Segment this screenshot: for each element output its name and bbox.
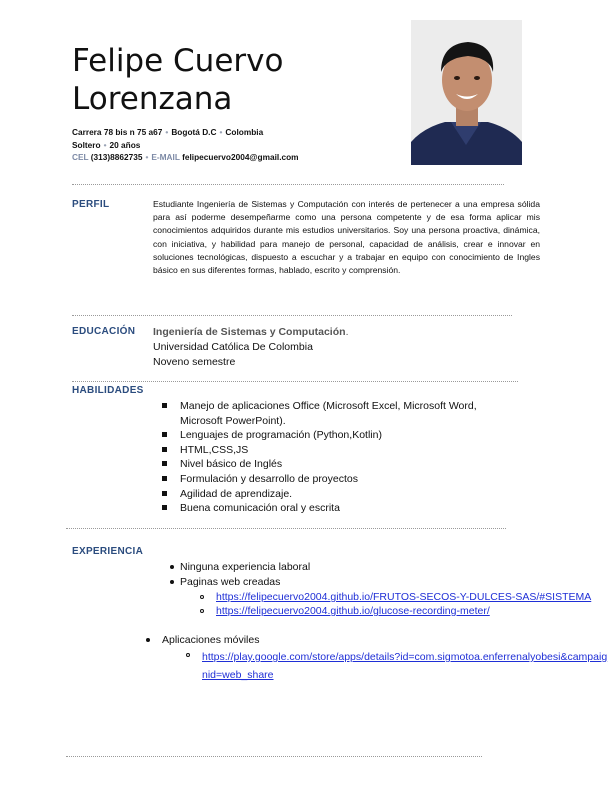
semester: Noveno semestre: [153, 356, 236, 368]
skill-text: Buena comunicación oral y escrita: [180, 502, 340, 515]
bullet-disc-icon: [170, 580, 174, 584]
link-row: [216, 604, 490, 619]
bullet-disc-icon: [170, 565, 174, 569]
phone-email-row: [72, 151, 299, 164]
degree-row: [153, 325, 348, 340]
list-item: [162, 457, 522, 472]
section-title-profile: PERFIL: [72, 199, 110, 210]
phone-number: (313)8862735: [90, 152, 143, 162]
separator-dot: •: [145, 152, 149, 162]
divider: [66, 756, 482, 757]
skill-text: Lenguajes de programación (Python,Kotlin): [180, 429, 382, 442]
experience-item: Aplicaciones móviles: [162, 634, 260, 646]
website-link-1[interactable]: https://felipecuervo2004.github.io/FRUTOS-SECOS-Y-DULCES-SAS/#SISTEMA: [216, 591, 592, 603]
university: Universidad Católica De Colombia: [153, 341, 313, 353]
name-line-2: Lorenzana: [72, 81, 233, 117]
country: Colombia: [225, 127, 264, 137]
section-title-experience: EXPERIENCIA: [72, 546, 144, 557]
square-bullet-icon: [162, 432, 167, 437]
divider: [72, 315, 512, 316]
contact-block: [72, 126, 299, 164]
skill-text: HTML,CSS,JS: [180, 443, 249, 456]
square-bullet-icon: [162, 447, 167, 452]
personal-row: [72, 139, 299, 152]
portrait-image: [411, 20, 522, 165]
list-item: [162, 501, 522, 516]
experience-item: Paginas web creadas: [180, 576, 281, 588]
marital-status: Soltero: [72, 139, 101, 150]
bullet-disc-icon: [146, 638, 150, 642]
email-label: E-MAIL: [151, 152, 180, 162]
degree-period: .: [345, 326, 349, 338]
app-store-link[interactable]: https://play.google.com/store/apps/details?id=com.sigmotoa.enferrenalyobesi&campaignid=web_share: [202, 651, 608, 681]
email-address[interactable]: felipecuervo2004@gmail.com: [182, 152, 299, 162]
name-line-1: Felipe Cuervo: [72, 43, 284, 79]
bullet-circle-icon: [186, 653, 190, 657]
list-item: [162, 487, 522, 502]
divider: [72, 381, 518, 382]
square-bullet-icon: [162, 461, 167, 466]
square-bullet-icon: [162, 476, 167, 481]
skill-text: Manejo de aplicaciones Office (Microsoft Excel, Microsoft Word, Microsoft PowerPoint).: [180, 400, 477, 427]
square-bullet-icon: [162, 491, 167, 496]
divider: [66, 528, 506, 529]
link-row: [202, 647, 612, 683]
experience-item: Ninguna experiencia laboral: [180, 561, 311, 573]
section-title-skills: HABILIDADES: [72, 385, 144, 396]
address: Carrera 78 bis n 75 a67: [72, 127, 163, 137]
skills-list: [162, 399, 522, 516]
profile-photo: [411, 20, 522, 165]
bullet-circle-icon: [200, 609, 204, 613]
age: 20 años: [109, 139, 141, 150]
degree: Ingeniería de Sistemas y Computación: [153, 326, 346, 338]
link-row: [216, 590, 591, 605]
list-item: [162, 472, 522, 487]
list-item: [162, 399, 522, 428]
phone-label: CEL: [72, 152, 89, 162]
square-bullet-icon: [162, 505, 167, 510]
section-title-education: EDUCACIÓN: [72, 326, 136, 337]
skill-text: Nivel básico de Inglés: [180, 458, 283, 471]
separator-dot: •: [165, 127, 169, 137]
separator-dot: •: [103, 139, 107, 150]
skill-text: Agilidad de aprendizaje.: [180, 487, 293, 500]
profile-text: Estudiante Ingeniería de Sistemas y Computación con interés de pertenecer a una empresa sólida para así poderme desempeñarme como una persona competente y de esa forma aplicar mis conocimientos adquiridos durante mis estudios universitarios. Soy una persona proactiva, dinámica, con iniciativa, y habilidad para manejo de personal, capacidad de análisis, crear e innovar en soluciones tecnológicas, dispuesto a escuchar y a trabajar en equipo con conocimiento de Ingles básico en sus diferentes formas, hablado, escrito y comprensión.: [153, 199, 540, 276]
education-block: [153, 325, 348, 370]
separator-dot: •: [219, 127, 223, 137]
skill-text: Formulación y desarrollo de proyectos: [180, 472, 358, 485]
city: Bogotá D.C: [171, 127, 217, 137]
divider: [72, 184, 504, 185]
candidate-name: [72, 42, 392, 118]
website-link-2[interactable]: https://felipecuervo2004.github.io/glucose-recording-meter/: [216, 605, 490, 617]
list-item: [162, 428, 522, 443]
bullet-circle-icon: [200, 595, 204, 599]
square-bullet-icon: [162, 403, 167, 408]
address-row: [72, 126, 299, 139]
list-item: [162, 443, 522, 458]
